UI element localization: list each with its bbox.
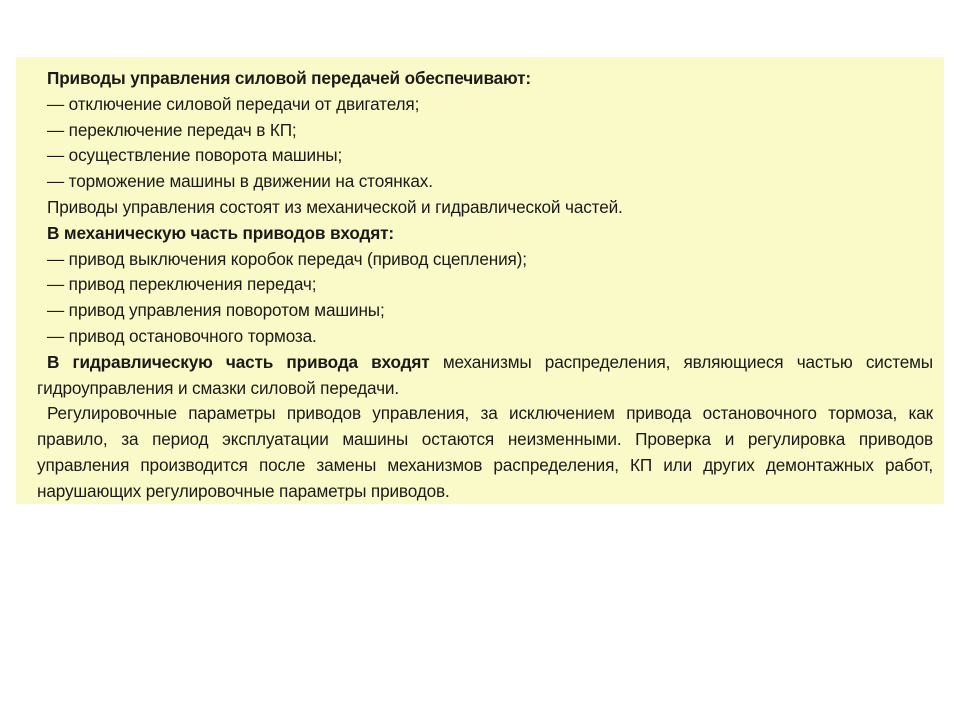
list-item: — переключение передач в КП; <box>47 119 297 140</box>
text-box <box>16 57 944 504</box>
paragraph-hydraulic-part <box>37 350 933 402</box>
list-item: — привод управления поворотом машины; <box>47 300 385 321</box>
paragraph-adjustment: Регулировочные параметры приводов управления, за исключением привода остановочного тормоза, как правило, за период эксплуатации машины остаются неизменными. Проверка и регулировка приводов управления производится после замены механизмов распределения, КП или других демонтажных работ, нарушающих регулировочные параметры приводов. <box>37 403 933 501</box>
heading-mechanical-part: В механическую часть приводов входят: <box>47 222 394 243</box>
list-item: — отключение силовой передачи от двигателя; <box>47 93 420 114</box>
paragraph-composition: Приводы управления состоят из механической и гидравлической частей. <box>47 196 623 217</box>
list-item: — осуществление поворота машины; <box>47 145 343 166</box>
heading-control-drives-provide: Приводы управления силовой передачей обеспечивают: <box>47 68 531 88</box>
list-item: — торможение машины в движении на стоянках. <box>47 171 433 192</box>
hydraulic-part-rest: механизмы распределения, являющиеся частью системы гидроуправления и смазки силовой передачи. <box>37 351 933 398</box>
hydraulic-part-lead: В гидравлическую часть привода входят <box>47 351 430 372</box>
list-item: — привод выключения коробок передач (привод сцепления); <box>47 248 527 269</box>
list-item: — привод остановочного тормоза. <box>47 325 317 346</box>
list-item: — привод переключения передач; <box>47 274 317 295</box>
